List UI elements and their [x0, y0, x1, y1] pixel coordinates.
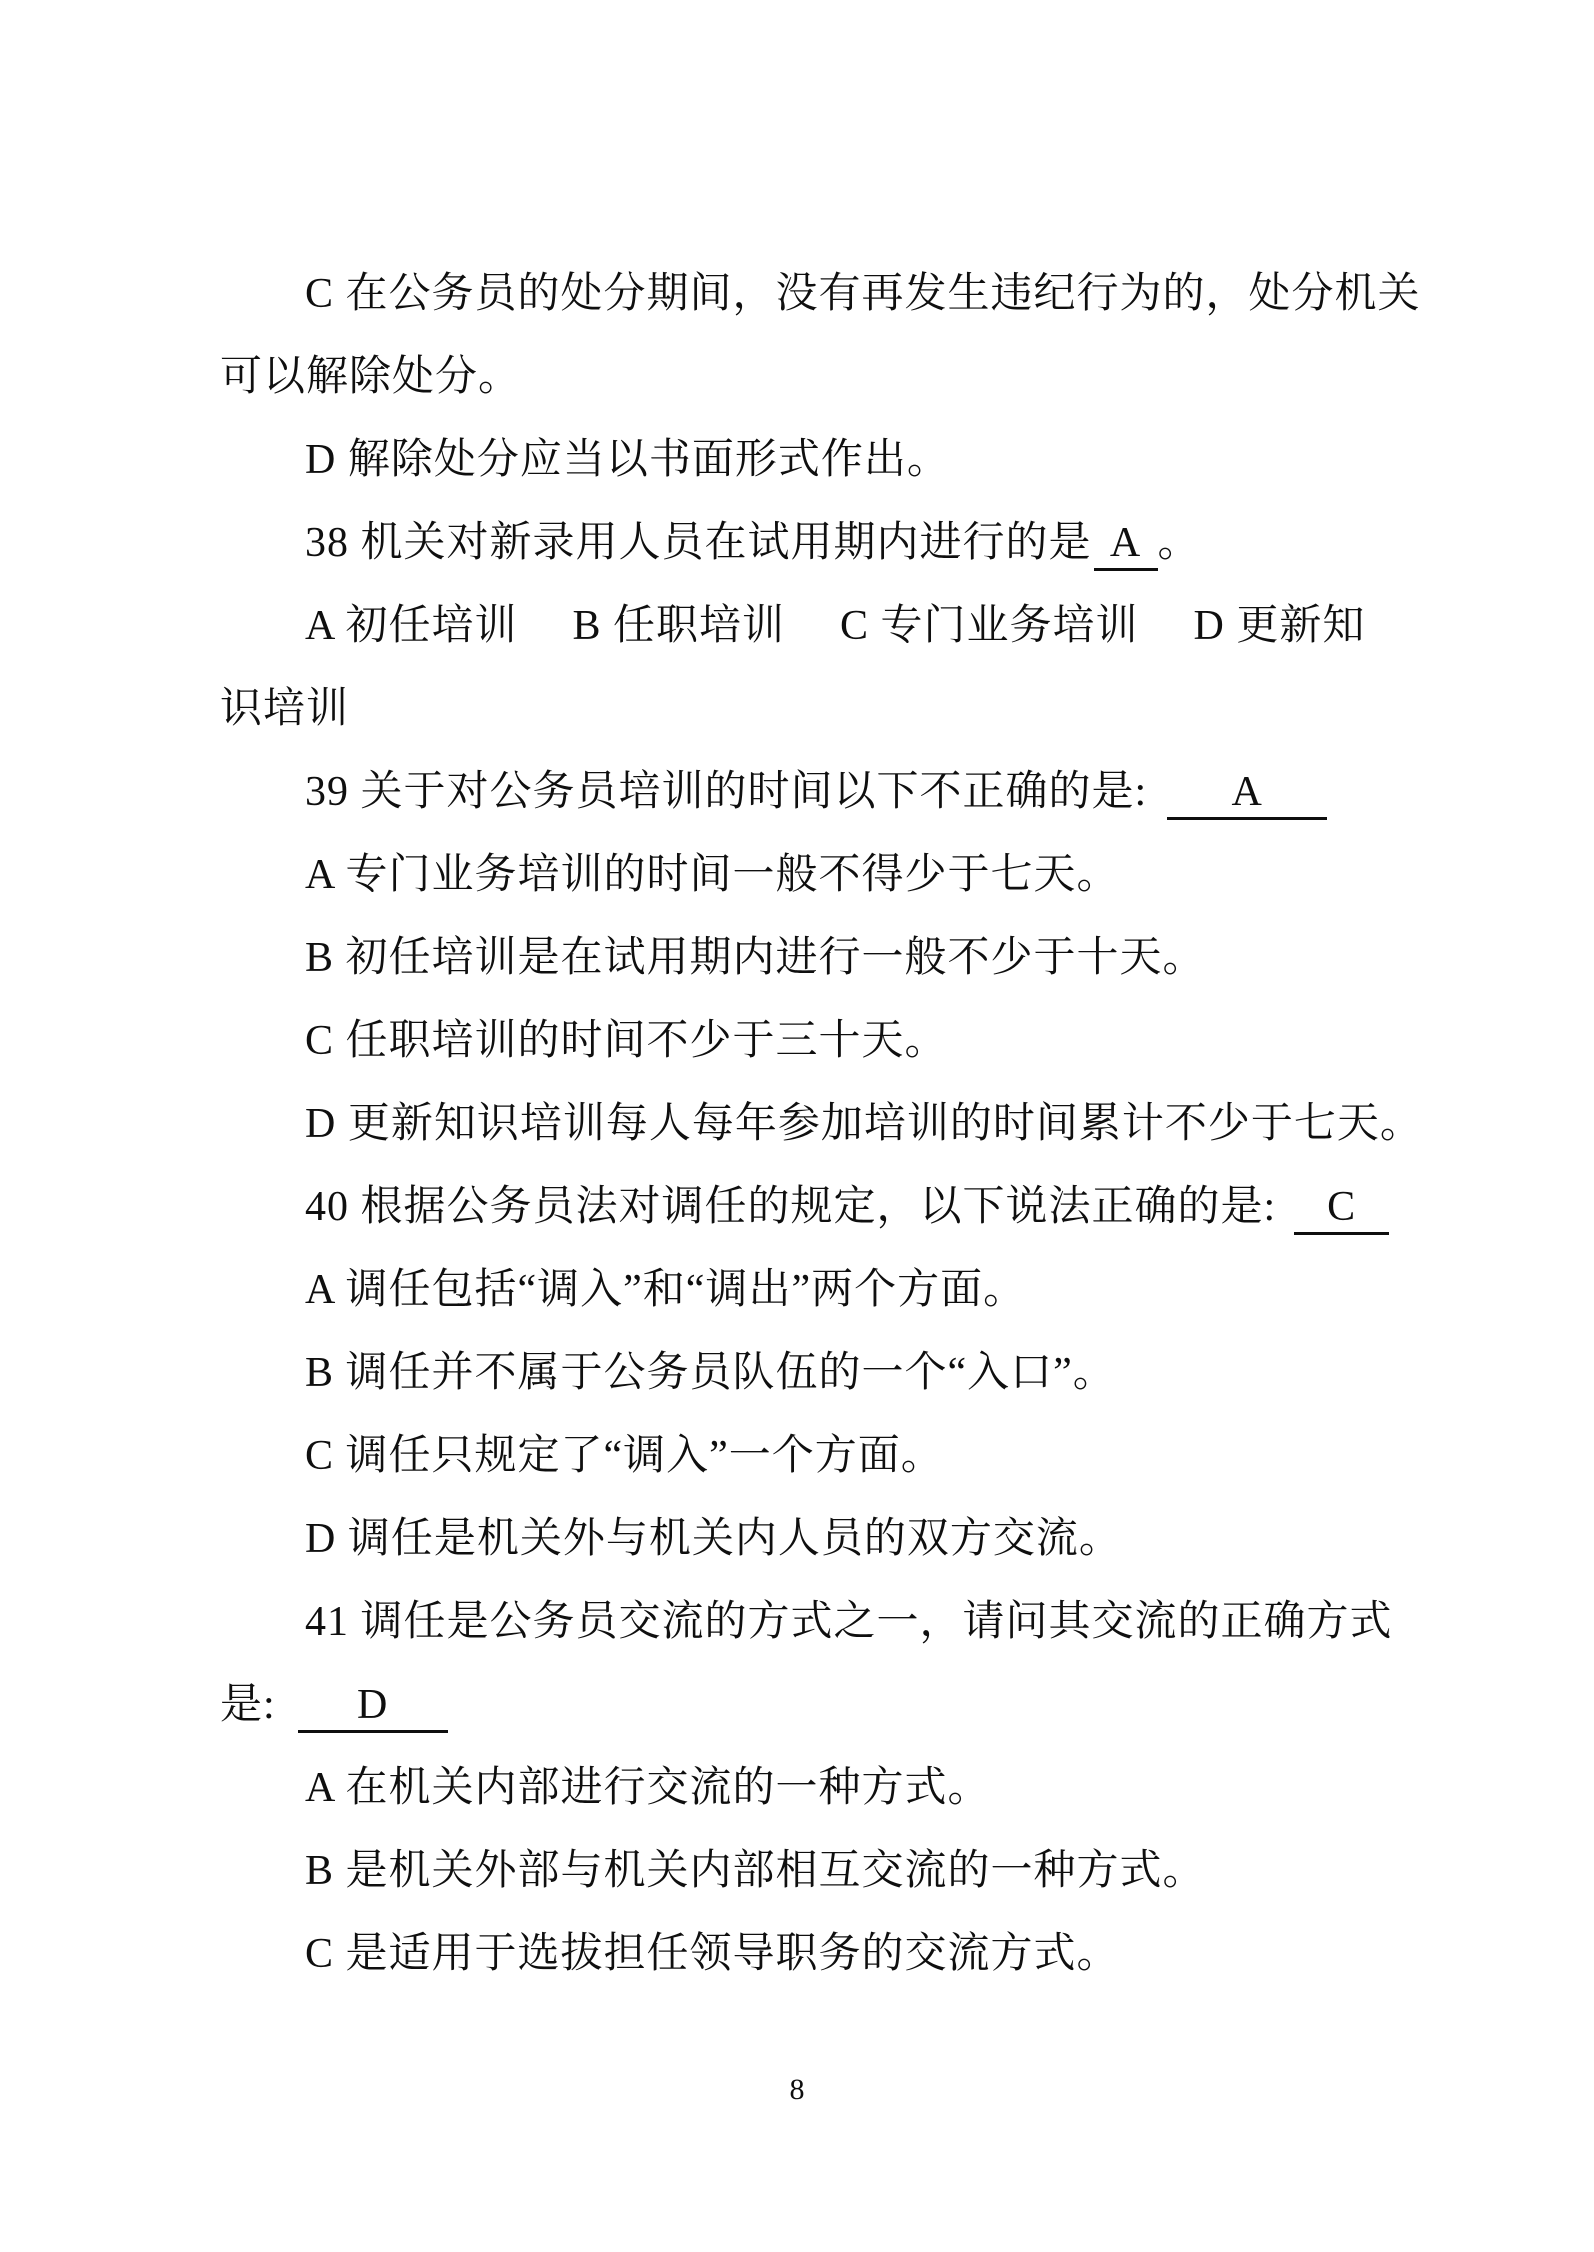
option-d-q38: D 更新知	[1193, 603, 1366, 649]
question-text: 40 根据公务员法对调任的规定，以下说法正确的是:	[305, 1184, 1277, 1230]
text-line: 41 调任是公务员交流的方式之一，请问其交流的正确方式	[305, 1599, 1393, 1645]
option-a-q38: A 初任培训	[305, 603, 518, 649]
option-c-q37	[220, 253, 1484, 336]
text-line: D 调任是机关外与机关内人员的双方交流。	[305, 1516, 1122, 1562]
option-c-q38: C 专门业务培训	[840, 603, 1139, 649]
question-text: 38 机关对新录用人员在试用期内进行的是	[305, 520, 1092, 566]
text-line: C 调任只规定了“调入”一个方面。	[305, 1433, 944, 1479]
option-b-q38: B 任职培训	[572, 603, 786, 649]
option-c-q41	[220, 1913, 1484, 1996]
question-38	[220, 502, 1484, 585]
option-d-q39	[220, 1083, 1484, 1166]
question-text: 是:	[220, 1682, 276, 1728]
text-line: C 任职培训的时间不少于三十天。	[305, 1018, 948, 1064]
document-body	[220, 253, 1484, 1996]
option-c-q37-continuation	[220, 336, 1484, 419]
answer-blank-q40: C	[1294, 1184, 1389, 1235]
text-line: A 调任包括“调入”和“调出”两个方面。	[305, 1267, 1027, 1313]
option-d-q37	[220, 419, 1484, 502]
question-41	[220, 1581, 1484, 1664]
page-number: 8	[789, 2073, 805, 2106]
question-suffix: 。	[1157, 520, 1201, 566]
option-a-q41	[220, 1747, 1484, 1830]
text-line: B 调任并不属于公务员队伍的一个“入口”。	[305, 1350, 1116, 1396]
option-c-q40	[220, 1415, 1484, 1498]
question-39	[220, 751, 1484, 834]
text-line: C 在公务员的处分期间，没有再发生违纪行为的，处分机关	[305, 271, 1421, 317]
question-text: 39 关于对公务员培训的时间以下不正确的是:	[305, 769, 1148, 815]
answer-blank-q38: A	[1094, 520, 1158, 571]
text-line: 可以解除处分。	[220, 354, 522, 400]
text-line: B 初任培训是在试用期内进行一般不少于十天。	[305, 935, 1206, 981]
option-a-q40	[220, 1249, 1484, 1332]
text-line: D 解除处分应当以书面形式作出。	[305, 437, 950, 483]
option-d-q38-continuation	[220, 668, 1484, 751]
option-b-q39	[220, 917, 1484, 1000]
text-line: B 是机关外部与机关内部相互交流的一种方式。	[305, 1848, 1206, 1894]
question-40	[220, 1166, 1484, 1249]
option-b-q40	[220, 1332, 1484, 1415]
text-line: C 是适用于选拔担任领导职务的交流方式。	[305, 1931, 1120, 1977]
option-a-q39	[220, 834, 1484, 917]
option-b-q41	[220, 1830, 1484, 1913]
text-line: A 在机关内部进行交流的一种方式。	[305, 1765, 991, 1811]
text-line: D 更新知识培训每人每年参加培训的时间累计不少于七天。	[305, 1101, 1423, 1147]
answer-blank-q41: D	[298, 1682, 448, 1733]
option-c-q39	[220, 1000, 1484, 1083]
text-line: 识培训	[220, 686, 350, 732]
answer-blank-q39: A	[1167, 769, 1327, 820]
text-line: A 专门业务培训的时间一般不得少于七天。	[305, 852, 1120, 898]
options-q38	[220, 585, 1484, 668]
question-41-answer-line	[220, 1664, 1484, 1747]
option-d-q40	[220, 1498, 1484, 1581]
